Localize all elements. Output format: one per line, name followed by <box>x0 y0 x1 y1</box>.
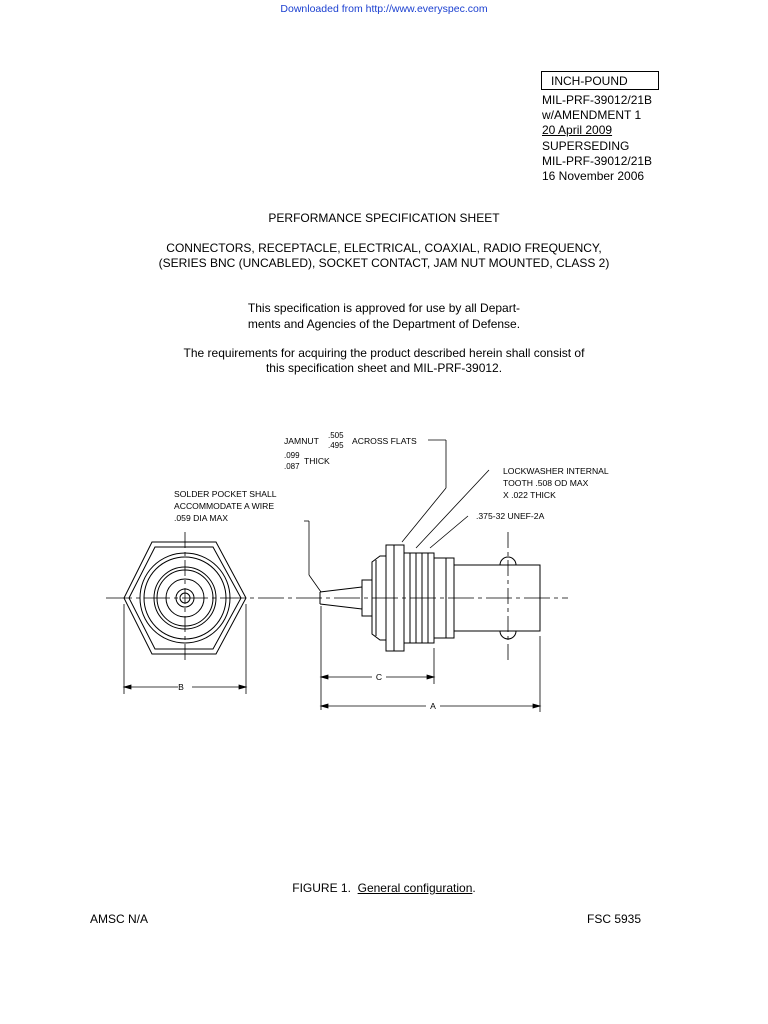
figure-caption <box>0 881 768 897</box>
figure-caption-suffix: . <box>472 881 476 895</box>
title-line-1: CONNECTORS, RECEPTACLE, ELECTRICAL, COAXIAL, RADIO FREQUENCY, <box>166 241 602 255</box>
lockwasher-note-line-2: TOOTH .508 OD MAX <box>503 478 589 488</box>
dimension-c <box>321 606 434 710</box>
thread-label: .375-32 UNEF-2A <box>476 511 545 521</box>
dimension-b-label: B <box>178 682 184 692</box>
solder-note-line-1: SOLDER POCKET SHALL <box>174 489 277 499</box>
figure-caption-prefix: FIGURE 1. <box>292 881 351 895</box>
solder-note-line-3: .059 DIA MAX <box>174 513 228 523</box>
title-line-2: (SERIES BNC (UNCABLED), SOCKET CONTACT, JAM NUT MOUNTED, CLASS 2) <box>158 256 610 270</box>
thick-lower-tolerance: .087 <box>284 462 300 471</box>
approval-line-1: This specification is approved for use by all Depart- <box>247 301 521 315</box>
jamnut-upper-tolerance: .505 <box>328 431 344 440</box>
document-identifier <box>542 93 652 184</box>
thick-upper-tolerance: .099 <box>284 451 300 460</box>
download-banner[interactable]: Downloaded from http://www.everyspec.com <box>280 3 488 15</box>
jamnut-lower-tolerance: .495 <box>328 441 344 450</box>
requirements-line-2: this specification sheet and MIL-PRF-39012. <box>265 361 503 375</box>
jamnut-label: JAMNUT <box>284 436 319 446</box>
lockwasher-note-line-1: LOCKWASHER INTERNAL <box>503 466 609 476</box>
document-number: MIL-PRF-39012/21B <box>542 93 653 107</box>
leader-lines <box>304 440 489 592</box>
solder-note-line-2: ACCOMMODATE A WIRE <box>174 501 275 511</box>
superseding-label: SUPERSEDING <box>542 138 630 153</box>
superseded-number: MIL-PRF-39012/21B <box>542 153 653 168</box>
dimension-c-label: C <box>375 672 383 682</box>
requirements-line-1: The requirements for acquiring the product described herein shall consist of <box>183 346 585 360</box>
connector-drawing <box>100 425 660 725</box>
superseded-date: 16 November 2006 <box>542 169 645 184</box>
figure-caption-title: General configuration <box>357 881 473 895</box>
page-heading: PERFORMANCE SPECIFICATION SHEET <box>268 211 500 225</box>
document-date: 20 April 2009 <box>542 123 613 138</box>
amendment-label: w/AMENDMENT 1 <box>542 108 642 123</box>
approval-line-2: ments and Agencies of the Department of Defense. <box>247 317 521 331</box>
inch-pound-box: INCH-POUND <box>541 71 659 90</box>
lockwasher-note-line-3: X .022 THICK <box>503 490 556 500</box>
footer-amsc: AMSC N/A <box>90 912 149 926</box>
footer-fsc: FSC 5935 <box>587 912 642 926</box>
thick-suffix: THICK <box>304 456 330 466</box>
jamnut-suffix: ACROSS FLATS <box>352 436 417 446</box>
dimension-a-label: A <box>430 701 436 711</box>
